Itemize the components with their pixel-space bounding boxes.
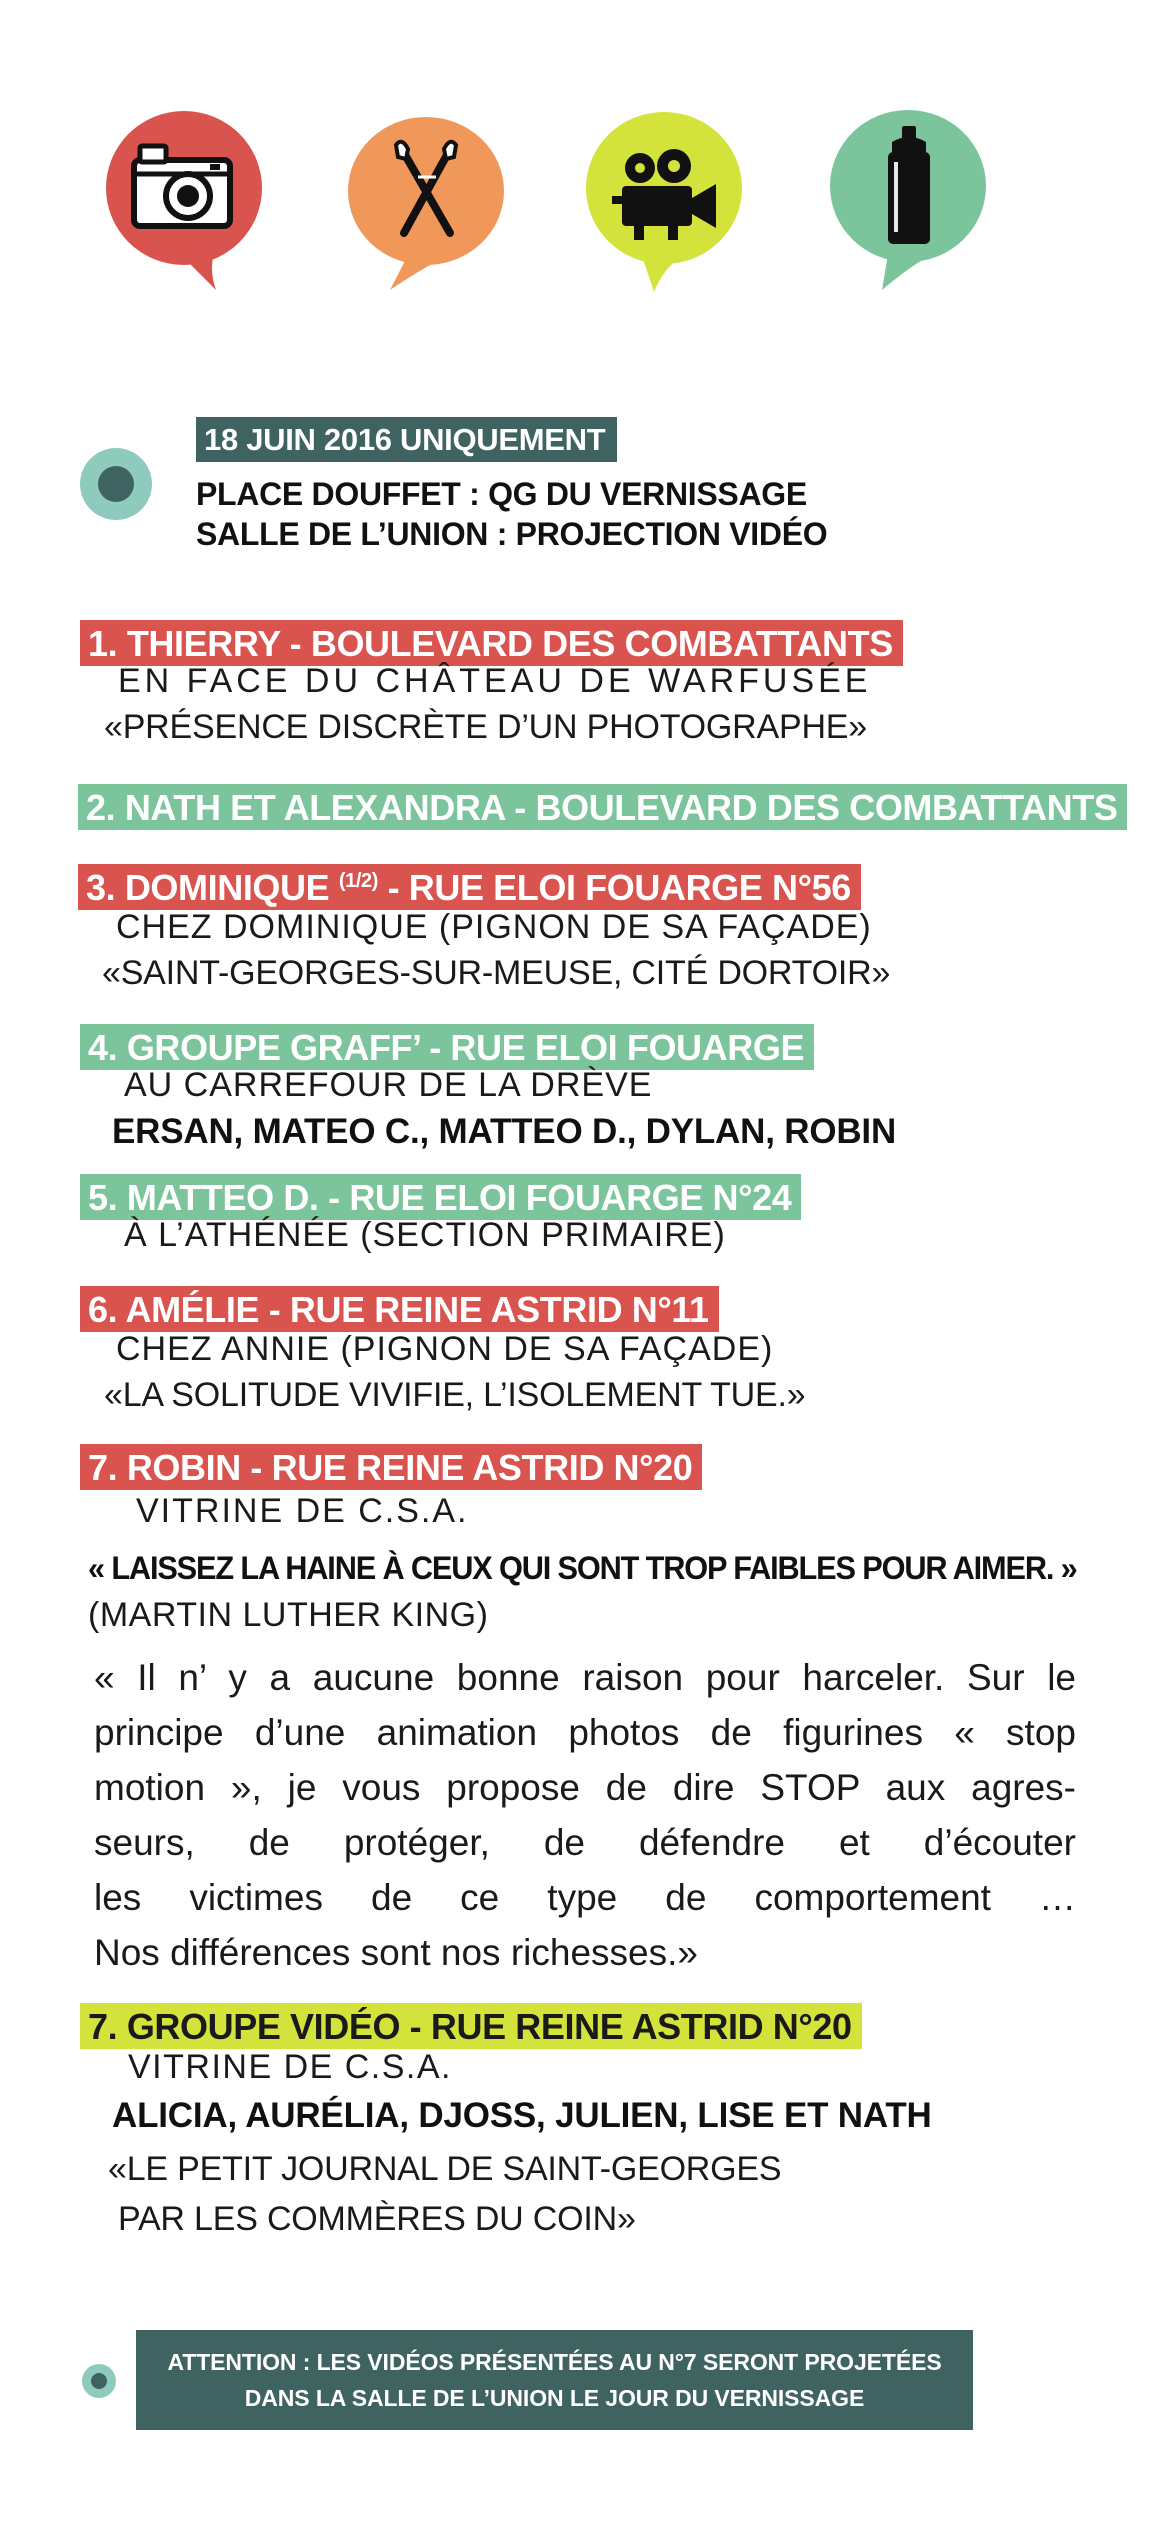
- stop-3-location: CHEZ DOMINIQUE (PIGNON DE SA FAÇADE): [116, 908, 872, 946]
- notice-line2: DANS LA SALLE DE L’UNION LE JOUR DU VERNISSAGE: [244, 2385, 865, 2411]
- paragraph-line: motion », je vous propose de dire STOP aux agres-: [94, 1767, 1076, 1808]
- stop-7-title: 7. ROBIN - RUE REINE ASTRID N°20: [80, 1444, 702, 1490]
- paragraph-line: les victimes de ce type de comportement …: [94, 1877, 1076, 1918]
- attention-notice: [136, 2330, 973, 2430]
- vernissage-hq-line: PLACE DOUFFET : QG DU VERNISSAGE: [196, 476, 807, 512]
- brushes-bubble: [346, 115, 506, 315]
- stop-3-quote: «SAINT-GEORGES-SUR-MEUSE, CITÉ DORTOIR»: [102, 954, 891, 992]
- stop-6-quote: «LA SOLITUDE VIVIFIE, L’ISOLEMENT TUE.»: [104, 1376, 806, 1414]
- paragraph-line: principe d’une animation photos de figurines « stop: [94, 1712, 1076, 1753]
- location-marker: [80, 448, 152, 520]
- stop-1-title: 1. THIERRY - BOULEVARD DES COMBATTANTS: [80, 620, 903, 666]
- stop-6-title: 6. AMÉLIE - RUE REINE ASTRID N°11: [80, 1286, 719, 1332]
- camera-bubble: [104, 108, 264, 308]
- stop-video-quote-line1: «LE PETIT JOURNAL DE SAINT-GEORGES: [108, 2150, 782, 2188]
- stop-video-names: ALICIA, AURÉLIA, DJOSS, JULIEN, LISE ET NATH: [112, 2096, 932, 2135]
- date-badge: 18 JUIN 2016 UNIQUEMENT: [196, 417, 617, 462]
- stop-5-location: À L’ATHÉNÉE (SECTION PRIMAIRE): [124, 1216, 726, 1254]
- spray-can-bubble: [828, 108, 988, 308]
- brushes-icon: [346, 115, 506, 315]
- projection-line: SALLE DE L’UNION : PROJECTION VIDÉO: [196, 516, 828, 552]
- stop-7-attribution: (MARTIN LUTHER KING): [88, 1596, 489, 1634]
- notice-marker: [82, 2364, 116, 2398]
- paragraph-line: « Il n’ y a aucune bonne raison pour harceler. Sur le: [94, 1657, 1076, 1698]
- stop-4-names: ERSAN, MATEO C., MATTEO D., DYLAN, ROBIN: [112, 1112, 897, 1151]
- stop-3-title: 3. DOMINIQUE $^{(1/2)}$ - RUE ELOI FOUARGE N°56: [78, 864, 861, 910]
- stop-1-quote: «PRÉSENCE DISCRÈTE D’UN PHOTOGRAPHE»: [104, 708, 867, 746]
- stop-video-location: VITRINE DE C.S.A.: [128, 2048, 452, 2086]
- stop-1-location: EN FACE DU CHÂTEAU DE WARFUSÉE: [118, 662, 872, 700]
- stop-7-paragraph: [94, 1650, 1076, 1980]
- paragraph-line: seurs, de protéger, de défendre et d’écouter: [94, 1822, 1076, 1863]
- stop-video-title: 7. GROUPE VIDÉO - RUE REINE ASTRID N°20: [80, 2003, 862, 2049]
- stop-video-quote-line2: PAR LES COMMÈRES DU COIN»: [118, 2200, 636, 2238]
- stop-4-title: 4. GROUPE GRAFF’ - RUE ELOI FOUARGE: [80, 1024, 814, 1070]
- stop-6-location: CHEZ ANNIE (PIGNON DE SA FAÇADE): [116, 1330, 774, 1368]
- stop-5-title: 5. MATTEO D. - RUE ELOI FOUARGE N°24: [80, 1174, 801, 1220]
- stop-2-title: 2. NATH ET ALEXANDRA - BOULEVARD DES COMBATTANTS: [78, 784, 1127, 830]
- paragraph-line: Nos différences sont nos richesses.»: [94, 1932, 698, 1973]
- stop-7-bold-quote: « LAISSEZ LA HAINE À CEUX QUI SONT TROP FAIBLES POUR AIMER. »: [88, 1550, 1077, 1586]
- camera-icon: [104, 108, 264, 308]
- spray-can-icon: [828, 108, 988, 308]
- stop-7-location: VITRINE DE C.S.A.: [136, 1492, 469, 1530]
- stop-4-location: AU CARREFOUR DE LA DRÈVE: [124, 1066, 653, 1104]
- video-camera-icon: [584, 110, 744, 310]
- video-camera-bubble: [584, 110, 744, 310]
- notice-line1: ATTENTION : LES VIDÉOS PRÉSENTÉES AU N°7 SERONT PROJETÉES: [167, 2349, 942, 2375]
